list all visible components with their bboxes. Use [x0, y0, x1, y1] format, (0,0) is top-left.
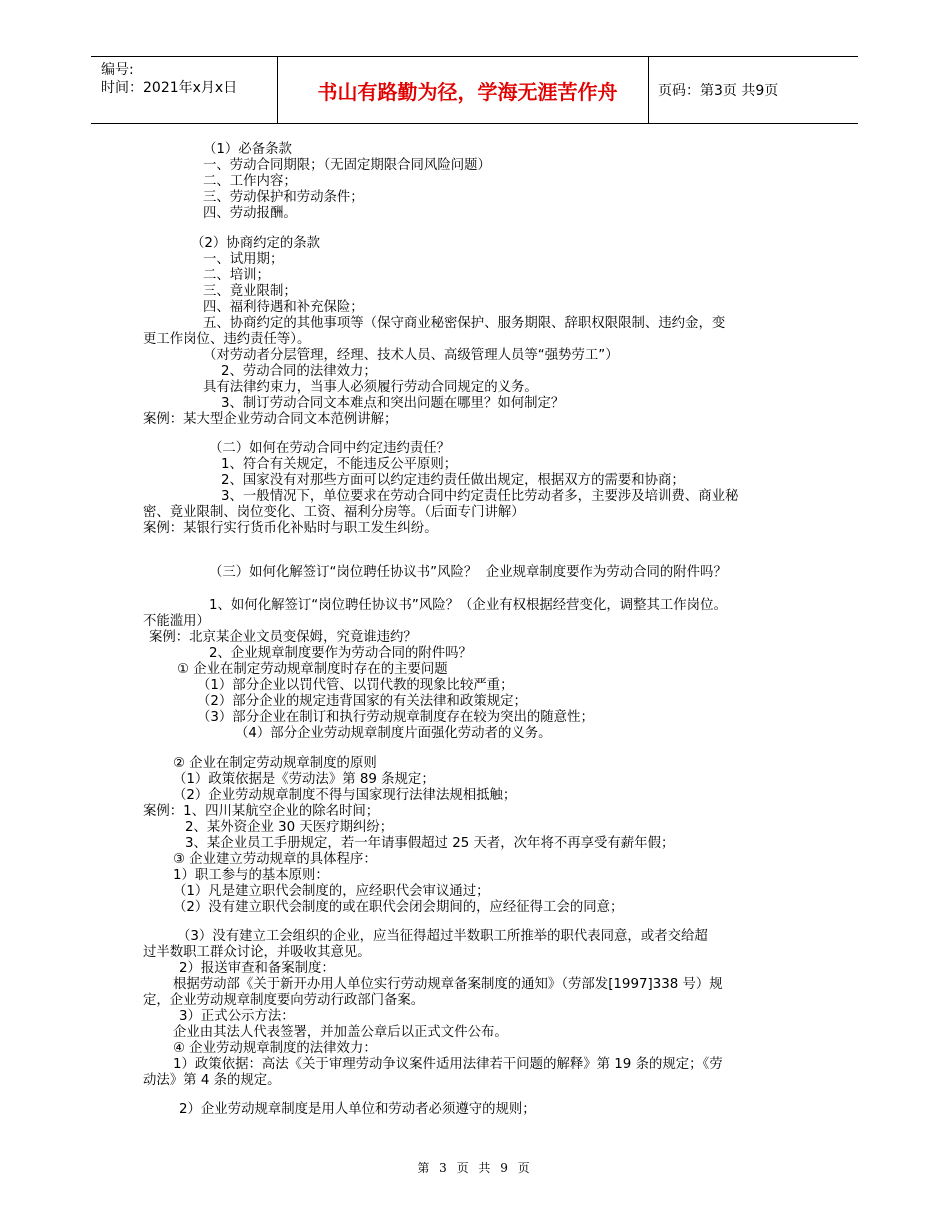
text-line: 2、企业规章制度要作为劳动合同的附件吗？: [209, 646, 472, 661]
text-line: 根据劳动部《关于新开办用人单位实行劳动规章备案制度的通知》（劳部发[1997]338 号）规: [173, 977, 723, 992]
text-line: （4）部分企业劳动规章制度片面强化劳动者的义务。: [235, 726, 552, 741]
text-line: 三、竟业限制；: [203, 284, 297, 299]
text-line: ② 企业在制定劳动规章制度的原则: [173, 756, 377, 771]
text-line: 1、符合有关规定，不能违反公平原则；: [221, 457, 458, 472]
text-line: （1）部分企业以罚代管、以罚代教的现象比较严重；: [197, 678, 514, 693]
text-line: （1）凡是建立职代会制度的，应经职代会审议通过；: [173, 884, 490, 899]
text-line: 密、竟业限制、岗位变化、工资、福利分房等。（后面专门讲解）: [143, 505, 525, 520]
text-line: 定，企业劳动规章制度要向劳动行政部门备案。: [143, 993, 425, 1008]
text-line: 案例：1、四川某航空企业的除名时间；: [143, 804, 380, 819]
text-line: （1）必备条款: [203, 142, 292, 157]
text-line: 2）报送审查和备案制度：: [179, 961, 335, 976]
text-line: 三、劳动保护和劳动条件；: [203, 190, 364, 205]
text-line: 2、某外资企业 30 天医疗期纠纷；: [185, 820, 394, 835]
text-line: （2）部分企业的规定违背国家的有关法律和政策规定；: [197, 694, 527, 709]
text-line: 1）职工参与的基本原则：: [173, 868, 329, 883]
text-line: ① 企业在制定劳动规章制度时存在的主要问题: [177, 662, 448, 677]
header-divider: [277, 57, 278, 123]
page-footer: 第 3 页 共 9 页: [417, 1161, 533, 1175]
text-line: （对劳动者分层管理，经理、技术人员、高级管理人员等“强势劳工”）: [203, 348, 619, 363]
time-label: 时间：2021年x月x日: [101, 80, 238, 96]
text-line: ③ 企业建立劳动规章的具体程序：: [173, 852, 377, 867]
text-line: 3、制订劳动合同文本难点和突出问题在哪里？如何制定？: [221, 396, 565, 411]
text-line: 3、一般情况下，单位要求在劳动合同中约定责任比劳动者多，主要涉及培训费、商业秘: [221, 489, 739, 504]
text-line: （3）部分企业在制订和执行劳动规章制度存在较为突出的随意性；: [197, 710, 594, 725]
text-line: 过半数职工群众讨论，并吸收其意见。: [143, 945, 371, 960]
text-line: （2）协商约定的条款: [191, 236, 321, 251]
text-line: 1、如何化解签订“岗位聘任协议书”风险？（企业有权根据经营变化，调整其工作岗位。: [209, 598, 727, 613]
header-page-info: 页码：第3页 共9页: [658, 83, 779, 99]
text-line: 四、劳动报酬。: [203, 206, 297, 221]
text-line: 案例：北京某企业文员变保姆，究竟谁违约？: [149, 630, 417, 645]
text-line: 具有法律约束力，当事人必须履行劳动合同规定的义务。: [203, 380, 538, 395]
header-meta: [101, 61, 237, 97]
text-line: 二、培训；: [203, 268, 270, 283]
text-line: ④ 企业劳动规章制度的法律效力：: [173, 1041, 377, 1056]
text-line: 2）企业劳动规章制度是用人单位和劳动者必须遵守的规则；: [179, 1102, 536, 1117]
text-line: （三）如何化解签订“岗位聘任协议书”风险？ 企业规章制度要作为劳动合同的附件吗？: [209, 565, 727, 580]
text-line: （2）企业劳动规章制度不得与国家现行法律法规相抵触；: [173, 788, 517, 803]
serial-label: 编号:: [101, 62, 134, 78]
text-line: （3）没有建立工会组织的企业，应当征得超过半数职工所推举的职代表同意，或者交给超: [177, 929, 708, 944]
text-line: 案例：某银行实行货币化补贴时与职工发生纠纷。: [143, 521, 438, 536]
text-line: 二、工作内容；: [203, 174, 297, 189]
text-line: 更工作岗位、违约责任等）。: [143, 332, 311, 347]
text-line: （2）没有建立职代会制度的或在职代会闭会期间的，应经征得工会的同意；: [173, 900, 624, 915]
text-line: 3）正式公示方法：: [179, 1009, 295, 1024]
text-line: 2、国家没有对那些方面可以约定违约责任做出规定，根据双方的需要和协商；: [221, 473, 685, 488]
header-motto: 书山有路勤为径，学海无涯苦作舟: [317, 79, 618, 104]
header-divider: [648, 57, 649, 123]
text-line: 3、某企业员工手册规定，若一年请事假超过 25 天者，次年将不再享受有薪年假；: [185, 836, 675, 851]
text-line: 案例：某大型企业劳动合同文本范例讲解；: [143, 412, 398, 427]
text-line: （二）如何在劳动合同中约定违约责任？: [209, 441, 451, 456]
text-line: 1）政策依据：高法《关于审理劳动争议案件适用法律若干问题的解释》第 19 条的规定；《劳: [173, 1057, 723, 1072]
text-line: 一、试用期；: [203, 252, 284, 267]
text-line: （1）政策依据是《劳动法》第 89 条规定；: [173, 772, 435, 787]
text-line: 五、协商约定的其他事项等（保守商业秘密保护、服务期限、辞职权限限制、违约金，变: [203, 316, 726, 331]
text-line: 不能滥用）: [143, 614, 210, 629]
text-line: 四、福利待遇和补充保险；: [203, 300, 364, 315]
text-line: 2、劳动合同的法律效力；: [221, 364, 377, 379]
text-line: 动法》第 4 条的规定。: [143, 1073, 281, 1088]
text-line: 一、劳动合同期限；（无固定期限合同风险问题）: [203, 158, 491, 173]
text-line: 企业由其法人代表签署，并加盖公章后以正式文件公布。: [173, 1025, 508, 1040]
page-header: [91, 56, 858, 124]
